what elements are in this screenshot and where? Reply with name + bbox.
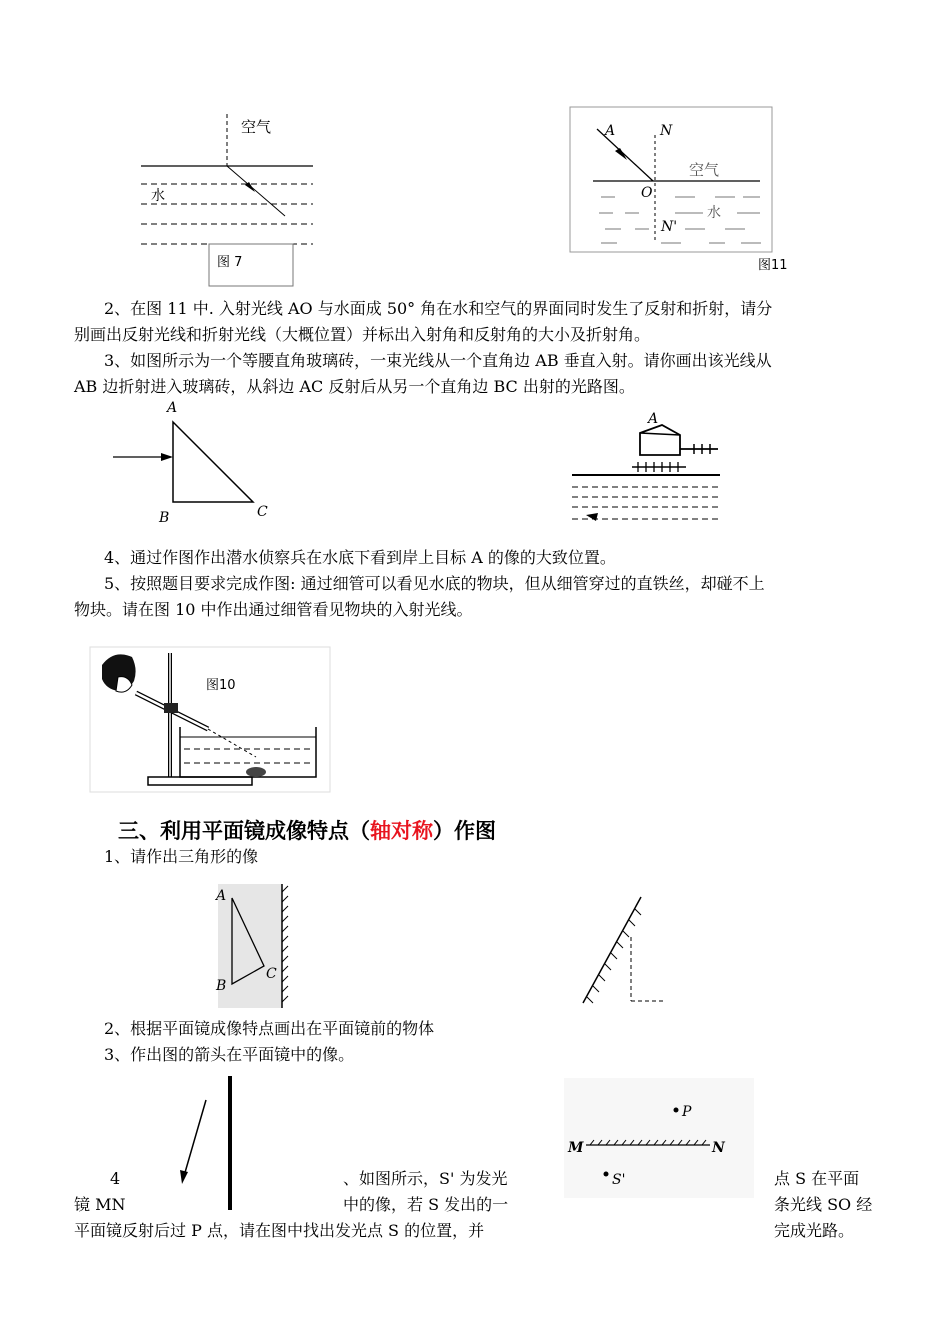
tri-b-label: B xyxy=(216,978,227,994)
mn-n-label: N xyxy=(712,1140,725,1156)
fig11-caption: 图11 xyxy=(758,258,788,273)
s3q4-line3: 平面镜反射后过 P 点，请在图中找出发光点 S 的位置，并 xyxy=(74,1221,485,1240)
section-3-heading xyxy=(118,815,496,845)
s3q4-right2: 条光线 SO 经 xyxy=(774,1195,873,1214)
q5-line2: 物块。请在图 10 中作出通过细管看见物块的入射光线。 xyxy=(74,600,473,619)
fig7-water-label: 水 xyxy=(151,188,165,204)
fig11-water-label: 水 xyxy=(707,205,721,221)
s3q4-mid2: 中的像，若 S 发出的一 xyxy=(343,1195,509,1214)
section-3-prefix: 三、利用平面镜成像特点（ xyxy=(118,819,370,843)
mn-mirror-figure xyxy=(562,1076,757,1201)
fig11-n-prime-label: N' xyxy=(661,219,678,235)
q2-line2: 别画出反射光线和折射光线（大概位置）并标出入射角和反射角的大小及折射角。 xyxy=(74,325,651,344)
q2-line1: 2、在图 11 中. 入射光线 AO 与水面成 50° 角在水和空气的界面同时发生了反射和折射，请分 xyxy=(104,299,773,318)
arrow-mirror-figure xyxy=(170,1074,240,1214)
s3q4-right3: 完成光路。 xyxy=(774,1221,855,1240)
mn-p-label: P xyxy=(682,1104,692,1120)
fig7-air-label: 空气 xyxy=(241,118,272,136)
mn-s-prime-label: S' xyxy=(612,1172,626,1188)
tri-c-label: C xyxy=(266,966,277,982)
mn-m-label: M xyxy=(568,1140,584,1156)
section-3-highlight: 轴对称 xyxy=(370,819,433,843)
s3q4-left2: 镜 MN xyxy=(74,1195,126,1214)
prism-figure xyxy=(105,398,295,528)
figure-10 xyxy=(88,645,338,795)
fig11-a-label: A xyxy=(605,123,616,139)
prism-c-label: C xyxy=(257,504,268,520)
fig11-o-label: O xyxy=(641,185,653,201)
section-3-suffix: ）作图 xyxy=(433,819,496,843)
fig10-caption: 图10 xyxy=(206,678,236,693)
q3-line2: AB 边折射进入玻璃砖，从斜边 AC 反射后从另一个直角边 BC 出射的光路图。 xyxy=(74,377,635,396)
slanted-mirror-figure xyxy=(575,893,670,1008)
tri-a-label: A xyxy=(216,888,227,904)
q3-line1: 3、如图所示为一个等腰直角玻璃砖，一束光线从一个直角边 AB 垂直入射。请你画出该光线从 xyxy=(104,351,772,370)
fig11-n-label: N xyxy=(660,123,673,139)
s3q3-text: 3、作出图的箭头在平面镜中的像。 xyxy=(104,1045,355,1064)
q4-text: 4、通过作图作出潜水侦察兵在水底下看到岸上目标 A 的像的大致位置。 xyxy=(104,548,616,567)
fig11-air-label: 空气 xyxy=(689,161,720,179)
figure-11 xyxy=(565,105,795,275)
triangle-mirror-figure xyxy=(210,882,298,1010)
s3q1-text: 1、请作出三角形的像 xyxy=(104,847,259,866)
house-a-label: A xyxy=(648,411,659,427)
figure-7 xyxy=(135,108,325,288)
house-water-figure xyxy=(568,405,728,530)
s3q4-mid1: 、如图所示，S' 为发光 xyxy=(343,1169,508,1188)
s3q2-text: 2、根据平面镜成像特点画出在平面镜前的物体 xyxy=(104,1019,435,1038)
s3q4-num: 4 xyxy=(110,1169,121,1188)
q5-line1: 5、按照题目要求完成作图: 通过细管可以看见水底的物块，但从细管穿过的直铁丝，却碰不上 xyxy=(104,574,765,593)
s3q4-right1: 点 S 在平面 xyxy=(774,1169,860,1188)
prism-b-label: B xyxy=(159,510,170,526)
fig7-caption: 图 7 xyxy=(217,255,243,270)
prism-a-label: A xyxy=(167,400,178,416)
